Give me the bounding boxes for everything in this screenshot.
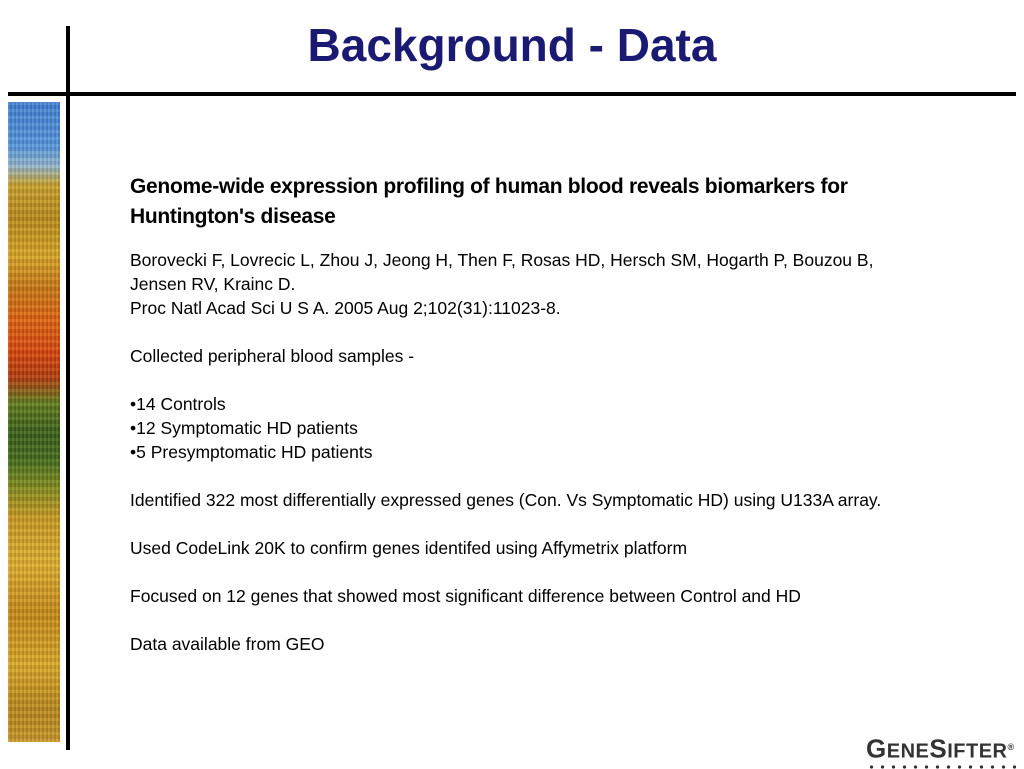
logo-dot-row (866, 765, 1020, 769)
paper-title-line-2: Huntington's disease (130, 205, 336, 228)
bullet-controls: •14 Controls (130, 394, 226, 414)
authors-line-1: Borovecki F, Lovrecic L, Zhou J, Jeong H, Then F, Rosas HD, Hersch SM, Hogarth P, Bouzou B, (130, 250, 874, 270)
finding-genes: Identified 322 most differentially expressed genes (Con. Vs Symptomatic HD) using U133A array. (130, 490, 882, 510)
bullet-symptomatic: •12 Symptomatic HD patients (130, 418, 358, 438)
paper-title-line-1: Genome-wide expression profiling of human blood reveals biomarkers for (130, 175, 848, 198)
samples-intro: Collected peripheral blood samples - (130, 346, 415, 366)
vertical-rule (66, 26, 70, 750)
finding-focus: Focused on 12 genes that showed most significant difference between Control and HD (130, 586, 801, 606)
finding-geo: Data available from GEO (130, 634, 325, 654)
authors-line-2: Jensen RV, Krainc D. (130, 274, 296, 294)
finding-codelink: Used CodeLink 20K to confirm genes identifed using Affymetrix platform (130, 538, 688, 558)
slide-body (130, 172, 1000, 656)
slide-title: Background - Data (307, 19, 717, 71)
genesifter-logo: GENESIFTER® (866, 736, 1020, 766)
autumn-foliage-image (8, 102, 60, 742)
citation: Proc Natl Acad Sci U S A. 2005 Aug 2;102(31):11023-8. (130, 298, 561, 318)
bullet-presymptomatic: •5 Presymptomatic HD patients (130, 442, 373, 462)
horizontal-rule (8, 92, 1016, 96)
